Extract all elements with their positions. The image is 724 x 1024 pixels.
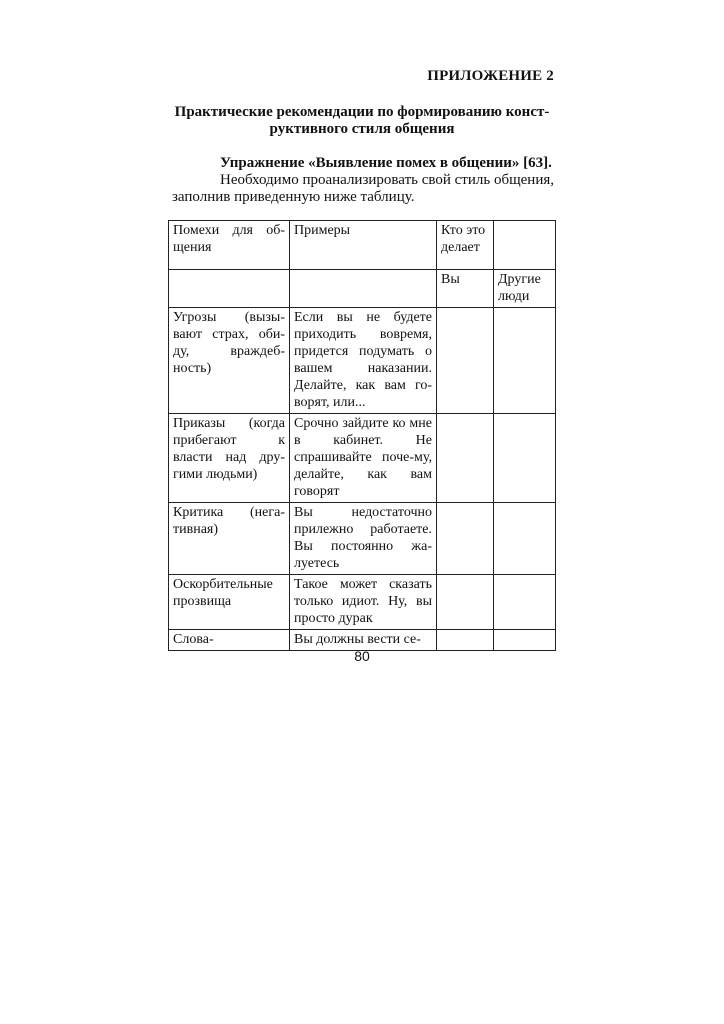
you-cell[interactable] — [437, 575, 494, 630]
header-barriers: Помехи для об-щения — [169, 221, 290, 270]
barrier-cell: Оскорбительные прозвища — [169, 575, 290, 630]
intro-paragraph: Необходимо проанализировать свой стиль общения, заполнив приведенную ниже таблицу. — [172, 172, 554, 205]
table-row — [169, 503, 556, 575]
table-row — [169, 414, 556, 503]
subheader-you: Вы — [437, 270, 494, 308]
table-row — [169, 308, 556, 414]
header-empty — [494, 221, 556, 270]
page-number: 80 — [354, 648, 370, 664]
subheader-empty-1 — [169, 270, 290, 308]
example-cell: Срочно зайдите ко мне в кабинет. Не спрашивайте поче-му, делайте, как вам говорят — [290, 414, 437, 503]
barrier-cell: Угрозы (вызы-вают страх, оби-ду, враждеб-ность) — [169, 308, 290, 414]
subheader-others: Другие люди — [494, 270, 556, 308]
header-who-does: Кто это делает — [437, 221, 494, 270]
subheader-empty-2 — [290, 270, 437, 308]
barrier-cell: Слова- — [169, 630, 290, 651]
appendix-label: ПРИЛОЖЕНИЕ 2 — [427, 68, 554, 84]
table-subheader-row — [169, 270, 556, 308]
page-title: Практические рекомендации по формированию конст-руктивного стиля общения — [174, 104, 550, 137]
table-header-row — [169, 221, 556, 270]
you-cell[interactable] — [437, 503, 494, 575]
barrier-cell: Критика (нега-тивная) — [169, 503, 290, 575]
example-cell: Вы недостаточно прилежно работаете. Вы постоянно жа-луетесь — [290, 503, 437, 575]
example-cell: Если вы не будете приходить вовремя, придется подумать о вашем наказании. Делайте, как вам го-ворят, или... — [290, 308, 437, 414]
exercise-title: Упражнение «Выявление помех в общении» [63]. — [220, 155, 552, 171]
barriers-table — [168, 220, 556, 651]
you-cell[interactable] — [437, 414, 494, 503]
example-cell: Такое может сказать только идиот. Ну, вы просто дурак — [290, 575, 437, 630]
others-cell[interactable] — [494, 503, 556, 575]
others-cell[interactable] — [494, 414, 556, 503]
others-cell[interactable] — [494, 308, 556, 414]
example-cell: Вы должны вести се- — [290, 630, 437, 651]
you-cell[interactable] — [437, 308, 494, 414]
others-cell[interactable] — [494, 575, 556, 630]
table-row — [169, 575, 556, 630]
header-examples: Примеры — [290, 221, 437, 270]
barrier-cell: Приказы (когда прибегают к власти над дру-гими людьми) — [169, 414, 290, 503]
